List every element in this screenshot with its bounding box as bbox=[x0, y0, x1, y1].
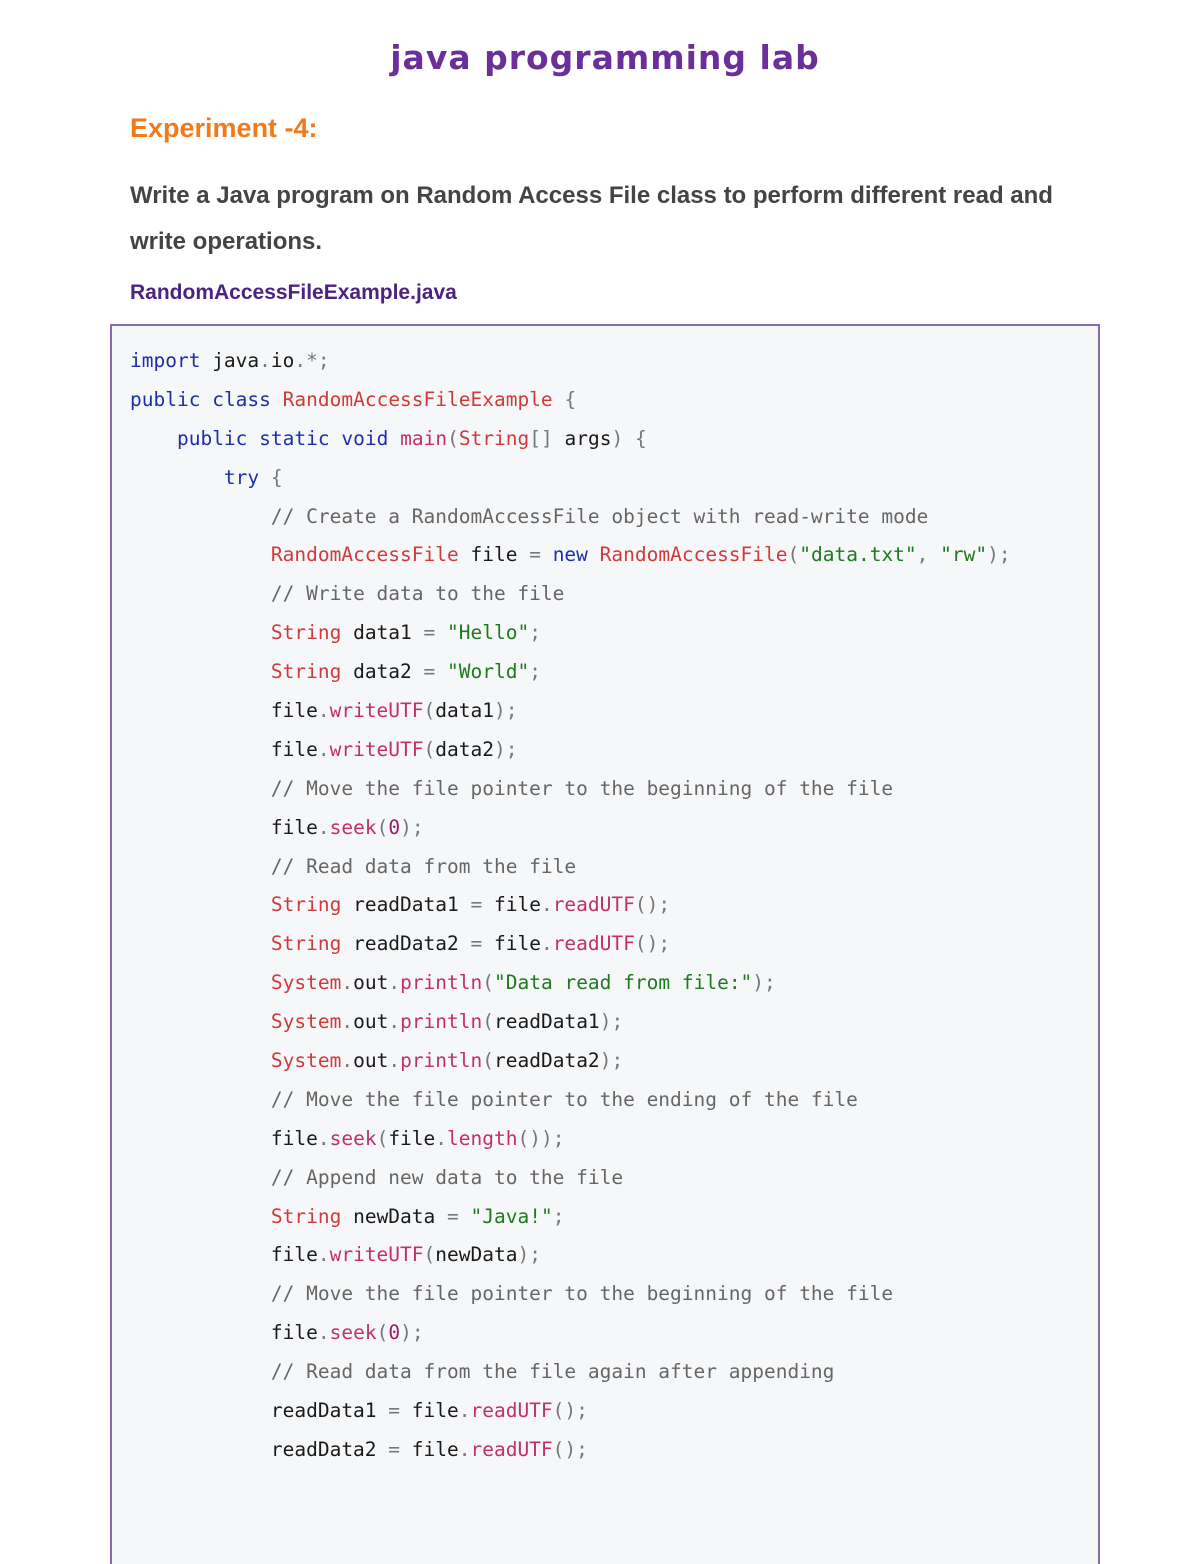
page-title: java programming lab bbox=[390, 38, 820, 77]
code-line: public class RandomAccessFileExample { bbox=[130, 387, 577, 411]
code-line: readData1 = file.readUTF(); bbox=[130, 1399, 588, 1423]
code-line: String readData2 = file.readUTF(); bbox=[270, 932, 671, 956]
code-line: // Append new data to the file bbox=[270, 1165, 624, 1189]
code-line: file.seek(0); bbox=[130, 1321, 424, 1345]
code-block bbox=[110, 324, 1100, 1564]
code-line: String readData1 = file.readUTF(); bbox=[270, 893, 671, 917]
code-line: String data1 = "Hello"; bbox=[270, 621, 541, 645]
code-line: RandomAccessFile file = new RandomAccessFile("data.txt", "rw"); bbox=[270, 543, 1011, 567]
code-line: System.out.println(readData1); bbox=[270, 1010, 624, 1034]
code-listing bbox=[130, 342, 1011, 1470]
code-line: public static void main(String[] args) { bbox=[176, 426, 647, 450]
code-line: // Create a RandomAccessFile object with read-write mode bbox=[270, 504, 929, 528]
experiment-heading: Experiment -4: bbox=[130, 113, 318, 143]
code-line: System.out.println(readData2); bbox=[270, 1049, 624, 1073]
code-line: file.writeUTF(newData); bbox=[130, 1243, 541, 1267]
code-line: String data2 = "World"; bbox=[270, 660, 541, 684]
code-line: readData2 = file.readUTF(); bbox=[130, 1437, 588, 1461]
code-line: file.writeUTF(data1); bbox=[130, 699, 518, 723]
experiment-question: Write a Java program on Random Access File class to perform different read and write operations. bbox=[130, 182, 1053, 255]
code-line: file.writeUTF(data2); bbox=[130, 737, 518, 761]
code-line: // Read data from the file again after appending bbox=[270, 1360, 835, 1384]
code-line: // Move the file pointer to the beginning of the file bbox=[270, 776, 894, 800]
code-line: System.out.println("Data read from file:"); bbox=[270, 971, 776, 995]
code-line: // Write data to the file bbox=[270, 582, 565, 606]
code-line: // Read data from the file bbox=[270, 854, 577, 878]
code-line: try { bbox=[223, 465, 283, 489]
code-filename: RandomAccessFileExample.java bbox=[130, 281, 457, 304]
code-line: // Move the file pointer to the beginning of the file bbox=[270, 1282, 894, 1306]
code-line: String newData = "Java!"; bbox=[270, 1204, 565, 1228]
code-line: file.seek(file.length()); bbox=[130, 1126, 565, 1150]
code-line: // Move the file pointer to the ending of the file bbox=[270, 1087, 858, 1111]
code-line: import java.io.*; bbox=[130, 349, 330, 372]
code-line: file.seek(0); bbox=[130, 815, 424, 839]
